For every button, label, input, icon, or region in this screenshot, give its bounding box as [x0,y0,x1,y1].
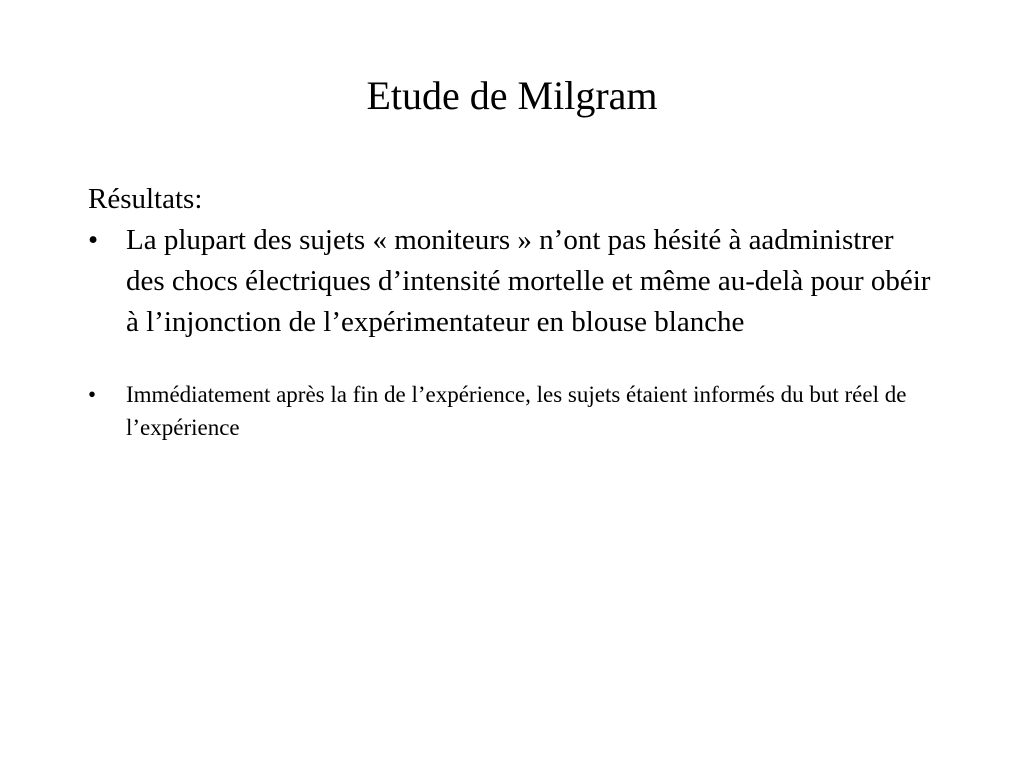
bullet-text: Immédiatement après la fin de l’expérience, les sujets étaient informés du but réel de l’expérience [126,382,907,440]
bullet-marker-icon: • [88,382,97,407]
section-heading: Résultats: [88,183,203,215]
bullet-text: La plupart des sujets « moniteurs » n’ont pas hésité à aadministrer des chocs électriques d’intensité mortelle et même au-delà pour obéir à l’injonction de l’expérimentateur en blouse blanche [126,224,931,338]
slide-title: Etude de Milgram [366,73,658,118]
bullet-item [88,220,936,343]
slide-body [88,178,948,444]
bullet-item [88,378,936,444]
bullet-marker-icon: • [88,224,99,256]
